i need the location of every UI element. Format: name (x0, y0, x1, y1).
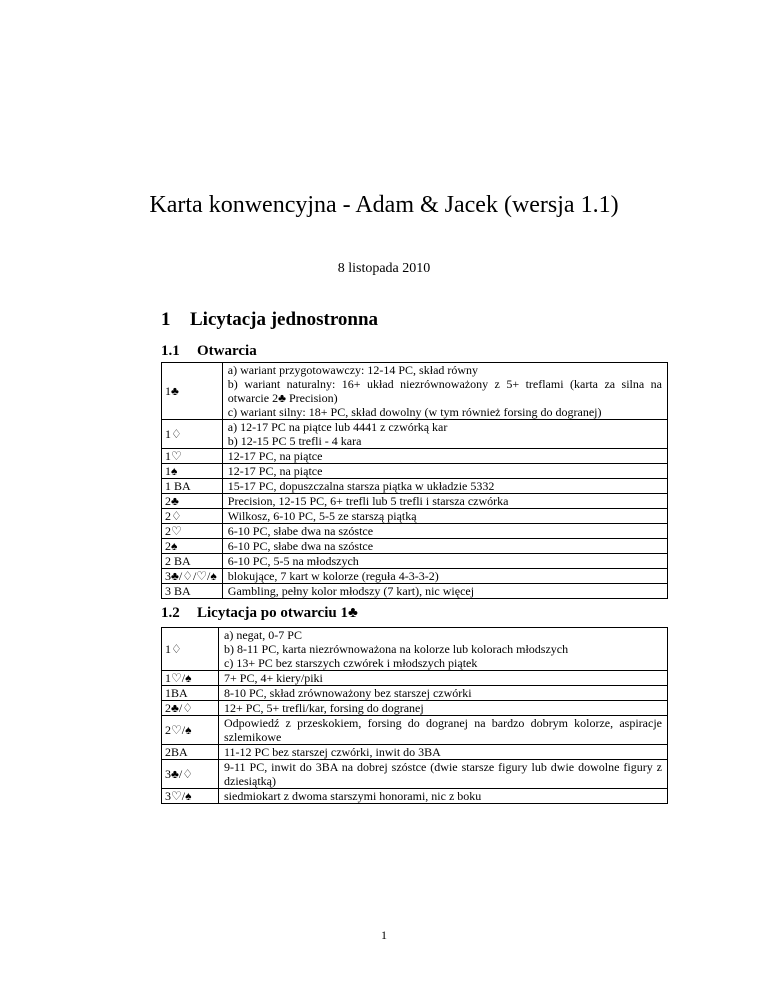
description-line: blokujące, 7 kart w kolorze (reguła 4-3-3-2) (227, 569, 439, 583)
bid-cell: 1♡ (162, 449, 223, 464)
description-line: Precision, 12-15 PC, 6+ trefli lub 5 trefli i starsza czwórka (227, 494, 509, 508)
description-cell (222, 449, 667, 464)
description-line: b) 12-15 PC 5 trefli - 4 kara (227, 434, 362, 448)
description-cell (219, 686, 668, 701)
bid-cell: 2♢ (162, 509, 223, 524)
openings-table (161, 362, 668, 599)
section-number: 1 (161, 309, 171, 330)
description-line: 15-17 PC, dopuszczalna starsza piątka w układzie 5332 (227, 479, 495, 493)
table-row (162, 449, 668, 464)
description-cell (222, 494, 667, 509)
description-line: c) wariant silny: 18+ PC, skład dowolny (w tym również forsing do dogranej) (227, 405, 602, 419)
document-date: 8 listopada 2010 (337, 261, 431, 276)
bid-cell: 2♣/♢ (162, 701, 219, 716)
bid-cell: 1♢ (162, 628, 219, 671)
table-row (162, 363, 668, 420)
bid-cell: 1♠ (162, 464, 223, 479)
subsection-title: Otwarcia (197, 343, 257, 359)
description-cell (219, 701, 668, 716)
bid-cell: 3♣/♢/♡/♠ (162, 569, 223, 584)
description-line: 12-17 PC, na piątce (227, 464, 323, 478)
bid-cell: 1BA (162, 686, 219, 701)
subsection-heading-openings (161, 343, 257, 360)
description-cell (219, 789, 668, 804)
bid-cell: 1♡/♠ (162, 671, 219, 686)
bid-cell: 2♣ (162, 494, 223, 509)
description-cell (219, 716, 668, 745)
description-line: Odpowiedź z przeskokiem, forsing do dogranej na bardzo dobrym kolorze, aspiracje szlemikowe (224, 716, 662, 744)
description-line: b) 8-11 PC, karta niezrównoważona na kolorze lub kolorach młodszych (224, 642, 569, 656)
bid-cell: 1 BA (162, 479, 223, 494)
table-row (162, 701, 668, 716)
description-cell (219, 760, 668, 789)
description-cell (222, 554, 667, 569)
description-line: 7+ PC, 4+ kiery/piki (224, 671, 323, 685)
table-row (162, 686, 668, 701)
description-cell (222, 509, 667, 524)
description-line: 6-10 PC, 5-5 na młodszych (227, 554, 359, 568)
table-row (162, 494, 668, 509)
description-line: 9-11 PC, inwit do 3BA na dobrej szóstce (dwie starsze figury lub dwie dowolne figury z dziesiątką) (224, 760, 662, 788)
table-row (162, 628, 668, 671)
table-row (162, 569, 668, 584)
bid-cell: 3♡/♠ (162, 789, 219, 804)
bid-cell: 2BA (162, 745, 219, 760)
table-row (162, 420, 668, 449)
description-line: b) wariant naturalny: 16+ układ niezrównoważony z 5+ treflami (karta za silna na otwarcie 2♣ Precision) (227, 377, 662, 405)
subsection-heading-after-1c (161, 605, 358, 622)
table-row (162, 539, 668, 554)
table-row (162, 479, 668, 494)
after-1c-table-body (162, 628, 668, 804)
description-line: 12+ PC, 5+ trefli/kar, forsing do dogranej (224, 701, 424, 715)
table-row (162, 716, 668, 745)
table-row (162, 509, 668, 524)
bid-cell: 1♣ (162, 363, 223, 420)
description-cell (222, 584, 667, 599)
bid-cell: 2♡ (162, 524, 223, 539)
description-cell (222, 569, 667, 584)
subsection-number: 1.1 (161, 343, 180, 359)
description-line: a) wariant przygotowawczy: 12-14 PC, skład równy (227, 363, 479, 377)
description-line: Gambling, pełny kolor młodszy (7 kart), nic więcej (227, 584, 475, 598)
bid-cell: 2♡/♠ (162, 716, 219, 745)
table-row (162, 760, 668, 789)
description-cell (222, 420, 667, 449)
description-line: 6-10 PC, słabe dwa na szóstce (227, 539, 374, 553)
bid-cell: 1♢ (162, 420, 223, 449)
description-line: 11-12 PC bez starszej czwórki, inwit do 3BA (224, 745, 441, 759)
description-cell (222, 479, 667, 494)
description-line: a) 12-17 PC na piątce lub 4441 z czwórką kar (227, 420, 448, 434)
description-cell (222, 539, 667, 554)
description-cell (222, 363, 667, 420)
bid-cell: 2 BA (162, 554, 223, 569)
description-cell (219, 671, 668, 686)
description-line: 12-17 PC, na piątce (227, 449, 323, 463)
description-cell (222, 464, 667, 479)
description-line: Wilkosz, 6-10 PC, 5-5 ze starszą piątką (227, 509, 417, 523)
description-line: c) 13+ PC bez starszych czwórek i młodszych piątek (224, 656, 478, 670)
description-cell (219, 745, 668, 760)
section-heading (161, 309, 378, 331)
bid-cell: 3 BA (162, 584, 223, 599)
description-line: 6-10 PC, słabe dwa na szóstce (227, 524, 374, 538)
section-title: Licytacja jednostronna (190, 309, 379, 330)
description-cell (222, 524, 667, 539)
after-1c-table (161, 627, 668, 804)
table-row (162, 554, 668, 569)
subsection-title: Licytacja po otwarciu 1♣ (197, 605, 358, 621)
table-row (162, 789, 668, 804)
bid-cell: 3♣/♢ (162, 760, 219, 789)
description-line: a) negat, 0-7 PC (224, 628, 302, 642)
description-line: 8-10 PC, skład zrównoważony bez starszej czwórki (224, 686, 472, 700)
description-line: siedmiokart z dwoma starszymi honorami, nic z boku (224, 789, 482, 803)
page-number: 1 (381, 928, 387, 942)
table-row (162, 671, 668, 686)
subsection-number: 1.2 (161, 605, 180, 621)
table-row (162, 524, 668, 539)
table-row (162, 464, 668, 479)
description-cell (219, 628, 668, 671)
openings-table-body (162, 363, 668, 599)
table-row (162, 584, 668, 599)
document-title: Karta konwencyjna - Adam & Jacek (wersja 1.1) (149, 192, 619, 218)
table-row (162, 745, 668, 760)
bid-cell: 2♠ (162, 539, 223, 554)
